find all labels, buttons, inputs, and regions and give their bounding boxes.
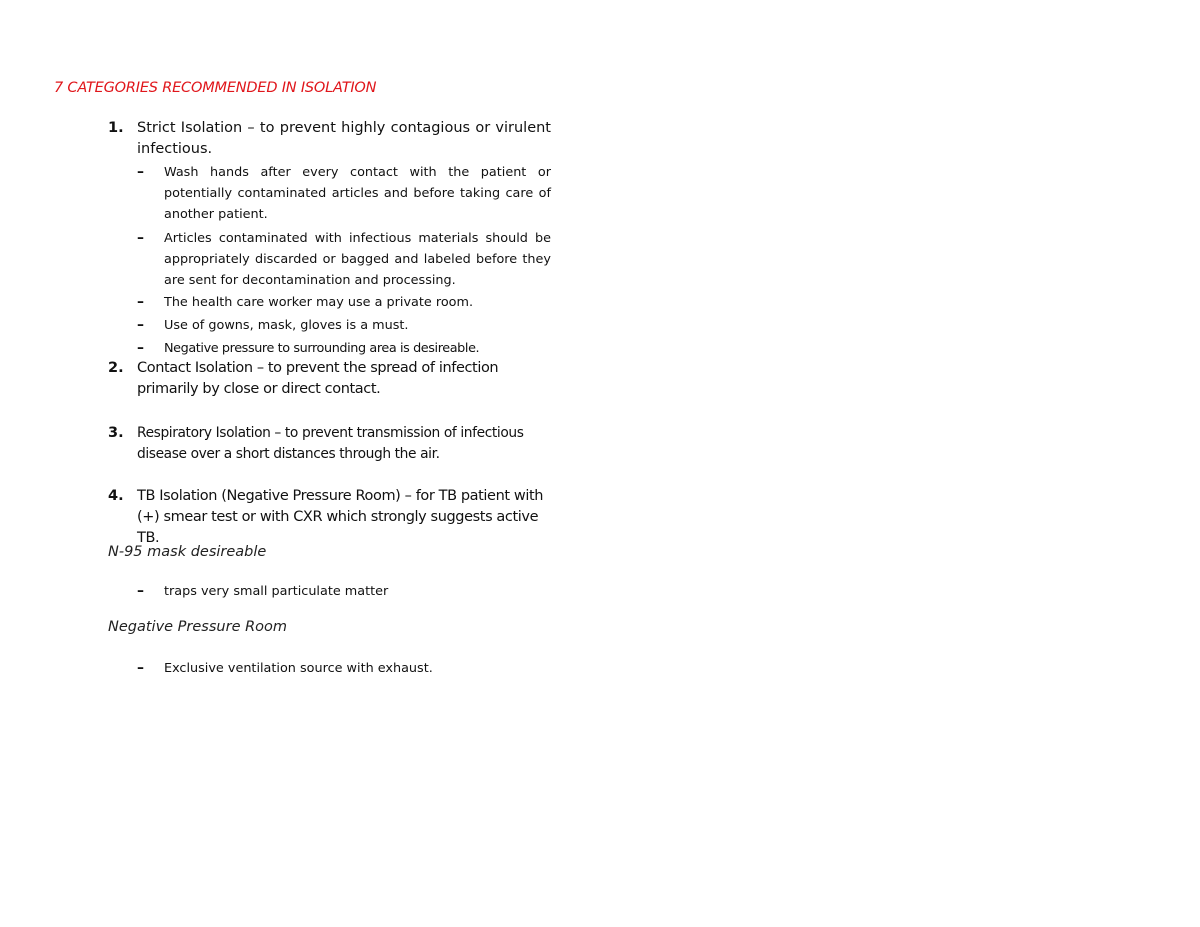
item-text-3: Respiratory Isolation – to prevent transmission of infectious disease over a short distances through the air. <box>137 425 524 462</box>
document-title: 7 CATEGORIES RECOMMENDED IN ISOLATION <box>54 80 377 96</box>
item-number-1: 1. <box>108 120 124 136</box>
bullet-dash: – <box>137 583 144 599</box>
item-1-bullet-2: Articles contaminated with infectious materials should be appropriately discarded or bagged and labeled before they are sent for decontamination and processing. <box>164 231 551 288</box>
section-n95-bullet-1: traps very small particulate matter <box>164 584 389 599</box>
item-number-4: 4. <box>108 488 124 504</box>
item-number-3: 3. <box>108 425 124 441</box>
item-1-bullet-4: Use of gowns, mask, gloves is a must. <box>164 318 409 333</box>
bullet-dash: – <box>137 294 144 310</box>
item-1-bullet-5: Negative pressure to surrounding area is desireable. <box>164 341 480 356</box>
item-1-bullet-1: Wash hands after every contact with the patient or potentially contaminated articles and before taking care of another patient. <box>164 165 551 222</box>
item-number-2: 2. <box>108 360 124 376</box>
bullet-dash: – <box>137 230 144 246</box>
section-heading-n95: N-95 mask desireable <box>108 544 267 560</box>
section-heading-negative-pressure-room: Negative Pressure Room <box>108 619 288 635</box>
bullet-dash: – <box>137 164 144 180</box>
bullet-dash: – <box>137 317 144 333</box>
item-text-2: Contact Isolation – to prevent the spread of infection primarily by close or direct contact. <box>137 360 499 397</box>
bullet-dash: – <box>137 340 144 356</box>
item-text-4: TB Isolation (Negative Pressure Room) – for TB patient with (+) smear test or with CXR which strongly suggests active TB. <box>137 488 544 546</box>
item-text-1: Strict Isolation – to prevent highly contagious or virulent infectious. <box>137 120 551 157</box>
section-npr-bullet-1: Exclusive ventilation source with exhaust. <box>164 661 433 676</box>
item-1-bullet-3: The health care worker may use a private room. <box>164 295 474 310</box>
bullet-dash: – <box>137 660 144 676</box>
